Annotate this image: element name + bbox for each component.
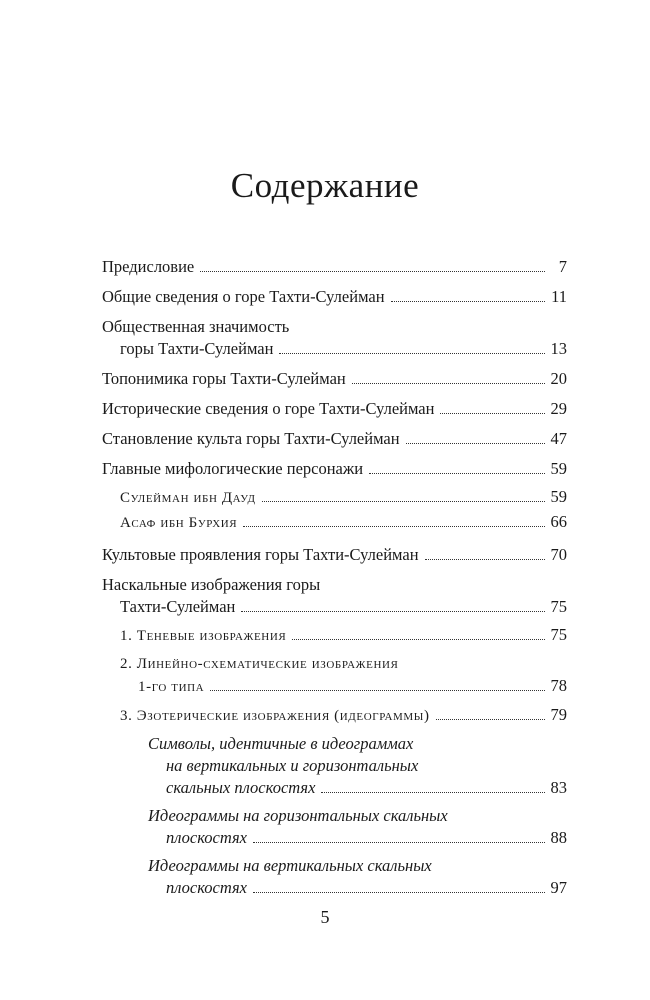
- dot-leader: [210, 690, 544, 691]
- toc-entry-text: Идеограммы на вертикальных скальных: [148, 856, 432, 875]
- toc-page-number: 88: [550, 828, 567, 847]
- toc-entry-social-significance[interactable]: [102, 316, 567, 360]
- toc-page-number: 13: [550, 339, 567, 358]
- dot-leader: [352, 383, 545, 384]
- page-number: 5: [320, 907, 330, 927]
- toc-entry-text: Наскальные изображения горы: [102, 575, 321, 594]
- toc-entry-text: Идеограммы на горизонтальных скальных: [148, 806, 448, 825]
- toc-entry-suleiman[interactable]: [102, 486, 567, 509]
- toc-page-number: 75: [550, 597, 567, 616]
- toc-entry-text: Символы, идентичные в идеограммах: [148, 734, 414, 753]
- toc-entry-rock-images[interactable]: [102, 574, 567, 618]
- dot-leader: [321, 792, 544, 793]
- toc-page-number: 29: [550, 399, 567, 418]
- toc-page-number: 7: [558, 257, 567, 276]
- toc-entry-text-cont: 1-го типа: [138, 679, 205, 695]
- dot-leader: [253, 842, 545, 843]
- toc-entry-text-cont: плоскостях: [166, 828, 247, 847]
- toc-entry-preface[interactable]: [102, 256, 567, 278]
- toc-entry-text: Сулейман ибн Дауд: [120, 490, 256, 506]
- toc-entry-history[interactable]: [102, 398, 567, 420]
- table-of-contents: [102, 252, 567, 899]
- dot-leader: [279, 353, 544, 354]
- dot-leader: [241, 611, 544, 612]
- toc-entry-vertical-ideograms[interactable]: [102, 855, 567, 899]
- toc-entry-text: Общественная значимость: [102, 317, 290, 336]
- toc-entry-text: 3. Эзотерические изображения (идеограммы): [120, 708, 430, 724]
- toc-page-number: 20: [550, 369, 567, 388]
- dot-leader: [436, 719, 545, 720]
- toc-entry-text: Главные мифологические персонажи: [102, 459, 364, 478]
- toc-page-number: 75: [550, 625, 567, 644]
- toc-entry-linear-schematic[interactable]: [102, 653, 567, 698]
- toc-entry-mythological-characters[interactable]: [102, 458, 567, 480]
- toc-page-number: 70: [550, 545, 567, 564]
- toc-entry-text: Исторические сведения о горе Тахти-Сулейман: [102, 399, 435, 418]
- toc-entry-cult-manifestations[interactable]: [102, 544, 567, 566]
- toc-entry-text: Предисловие: [102, 257, 195, 276]
- toc-entry-text: Культовые проявления горы Тахти-Сулейман: [102, 545, 419, 564]
- dot-leader: [253, 892, 545, 893]
- toc-page-number: 83: [550, 778, 567, 797]
- toc-page-number: 78: [550, 676, 567, 695]
- toc-page-number: 59: [550, 459, 567, 478]
- toc-entry-text: Общие сведения о горе Тахти-Сулейман: [102, 287, 385, 306]
- dot-leader: [425, 559, 545, 560]
- page-title: Содержание: [230, 166, 420, 205]
- toc-entry-text-cont: горы Тахти-Сулейман: [120, 339, 274, 358]
- toc-page-number: 66: [550, 512, 567, 531]
- toc-page-number: 11: [551, 287, 567, 306]
- dot-leader: [262, 501, 545, 502]
- toc-entry-asaf[interactable]: [102, 511, 567, 534]
- dot-leader: [292, 639, 544, 640]
- toc-page-number: 59: [550, 487, 567, 506]
- toc-entry-text-cont: Тахти-Сулейман: [120, 597, 236, 616]
- toc-entry-horizontal-ideograms[interactable]: [102, 805, 567, 849]
- toc-entry-text: 1. Теневые изображения: [120, 628, 287, 644]
- toc-entry-text-cont: плоскостях: [166, 878, 247, 897]
- dot-leader: [440, 413, 544, 414]
- toc-page-number: 47: [550, 429, 567, 448]
- toc-entry-esoteric[interactable]: [102, 704, 567, 727]
- toc-entry-text: Асаф ибн Бурхия: [120, 515, 238, 531]
- toc-entry-toponymy[interactable]: [102, 368, 567, 390]
- toc-entry-shadow-images[interactable]: [102, 624, 567, 647]
- dot-leader: [243, 526, 544, 527]
- toc-entry-identical-symbols[interactable]: [102, 733, 567, 799]
- dot-leader: [391, 301, 545, 302]
- toc-entry-text: Становление культа горы Тахти-Сулейман: [102, 429, 400, 448]
- toc-page-number: 79: [550, 705, 567, 724]
- toc-entry-text-cont: на вертикальных и горизонтальных: [166, 756, 419, 775]
- toc-entry-text: Топонимика горы Тахти-Сулейман: [102, 369, 346, 388]
- toc-entry-text: 2. Линейно-схематические изображения: [120, 656, 399, 672]
- dot-leader: [200, 271, 545, 272]
- dot-leader: [369, 473, 544, 474]
- toc-entry-cult-formation[interactable]: [102, 428, 567, 450]
- toc-entry-general-info[interactable]: [102, 286, 567, 308]
- dot-leader: [406, 443, 545, 444]
- toc-page-number: 97: [550, 878, 567, 897]
- toc-entry-text-cont: скальных плоскостях: [166, 778, 316, 797]
